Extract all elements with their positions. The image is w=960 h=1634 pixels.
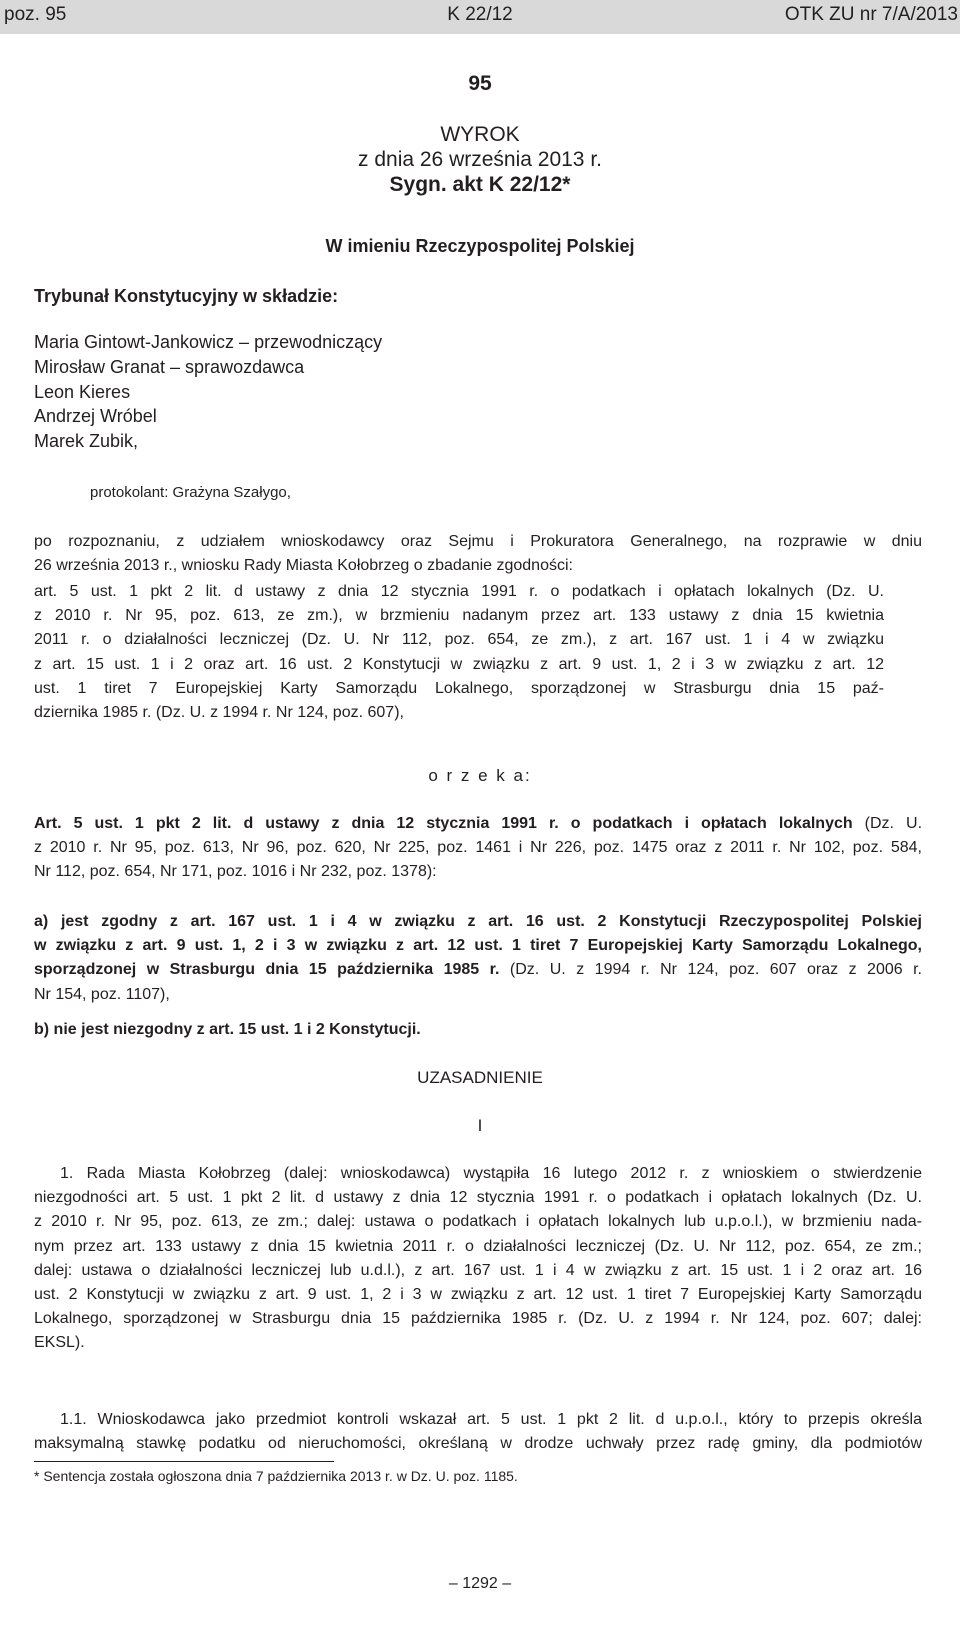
judges-list <box>34 330 382 454</box>
text-line <box>34 836 922 860</box>
bold-run: w związku z art. 9 ust. 1, 2 i 3 w związku z art. 12 ust. 1 tiret 7 Europejskiej Karty Samorządu Lokalnego, <box>34 937 922 955</box>
text-line <box>34 958 922 982</box>
normal-run: z 2010 r. Nr 95, poz. 613, Nr 96, poz. 620, Nr 225, poz. 1461 i Nr 226, poz. 1475 oraz z 2011 r. Nr 102, poz. 584, <box>34 839 922 857</box>
ruling-paragraph <box>34 812 922 885</box>
bold-run: a) jest zgodny z art. 167 ust. 1 i 4 w związku z art. 16 ust. 2 Konstytucji Rzeczypospolitej Polskiej <box>34 913 922 930</box>
ruling-point-a <box>34 910 922 1007</box>
text-line <box>34 860 922 884</box>
normal-run: (Dz. U. <box>852 815 923 832</box>
text-line: 26 września 2013 r., wniosku Rady Miasta Kołobrzeg o zbadanie zgodności: <box>34 557 573 575</box>
text-line: z art. 15 ust. 1 i 2 oraz art. 16 ust. 2 Konstytucji w związku z art. 9 ust. 1, 2 i 3 w związku z art. 12 <box>34 655 884 673</box>
text-line: 2011 r. o działalności leczniczej (Dz. U. Nr 112, poz. 654, ze zm.), z art. 167 ust. 1 i 4 w związku <box>34 631 884 649</box>
text-line <box>34 983 922 1007</box>
text-line: dziernika 1985 r. (Dz. U. z 1994 r. Nr 124, poz. 607), <box>34 704 404 722</box>
text-line <box>34 812 922 836</box>
running-header <box>0 0 960 34</box>
text-line: nym przez art. 133 ustawy z dnia 15 kwietnia 2011 r. o działalności leczniczej (Dz. U. Nr 112, poz. 654, ze zm.; <box>34 1237 922 1255</box>
judge-item: Maria Gintowt-Jankowicz – przewodniczący <box>34 332 383 352</box>
text-line: niezgodności art. 5 ust. 1 pkt 2 lit. d ustawy z dnia 12 stycznia 1991 r. o podatkach i opłatach lokalnych (Dz. U. <box>34 1189 922 1207</box>
text-line: dalej: ustawa o działalności leczniczej lub u.d.l.), z art. 167 ust. 1 i 4 w związku z art. 15 ust. 1 i 2 oraz art. 16 <box>34 1261 922 1279</box>
verdict-title: WYROK <box>440 123 520 146</box>
judge-item: Leon Kieres <box>34 381 131 402</box>
judge-item: Andrzej Wróbel <box>34 406 157 427</box>
section-number: I <box>477 1116 483 1135</box>
judge-item: Marek Zubik, <box>34 431 139 452</box>
judge-item: Mirosław Granat – sprawozdawca <box>34 356 305 377</box>
text-line: Lokalnego, sporządzonej w Strasburgu dnia 15 października 1985 r. (Dz. U. z 1994 r. Nr 124, poz. 607; dalej: <box>34 1310 922 1328</box>
verdict-block <box>0 122 960 197</box>
text-line: z 2010 r. Nr 95, poz. 613, ze zm.; dalej: ustawa o podatkach i opłatach lokalnych lub u.p.o.l.), w brzmieniu nada- <box>34 1213 922 1231</box>
text-line: po rozpoznaniu, z udziałem wnioskodawcy oraz Sejmu i Prokuratora Generalnego, na rozprawie w dniu <box>34 533 922 550</box>
normal-run: (Dz. U. z 1994 r. Nr 124, poz. 607 oraz z 2006 r. <box>499 961 923 979</box>
in-the-name-line: W imieniu Rzeczypospolitej Polskiej <box>325 236 635 256</box>
body-paragraph-2 <box>34 1408 922 1456</box>
text-line: art. 5 ust. 1 pkt 2 lit. d ustawy z dnia 12 stycznia 1991 r. o podatkach i opłatach lokalnych (Dz. U. <box>34 583 884 600</box>
bold-run: Art. 5 ust. 1 pkt 2 lit. d ustawy z dnia 12 stycznia 1991 r. o podatkach i opłatach lokalnych <box>34 815 853 832</box>
intro-paragraph <box>34 530 922 578</box>
normal-run: Nr 154, poz. 1107), <box>34 985 170 1003</box>
normal-run: Nr 112, poz. 654, Nr 171, poz. 1016 i Nr 232, poz. 1378): <box>34 863 437 881</box>
text-line: ust. 1 tiret 7 Europejskiej Karty Samorządu Lokalnego, sporządzonej w Strasburgu dnia 15 paź- <box>34 679 884 697</box>
text-line: EKSL). <box>34 1334 85 1352</box>
protokolant: protokolant: Grażyna Szałygo, <box>90 484 291 501</box>
text-line: ust. 2 Konstytucji w związku z art. 9 ust. 1, 2 i 3 w związku z art. 12 ust. 1 tiret 7 Europejskiej Karty Samorządu <box>34 1286 922 1304</box>
tribunal-heading: Trybunał Konstytucyjny w składzie: <box>34 286 339 306</box>
verdict-signature: Sygn. akt K 22/12* <box>389 173 571 196</box>
orzeka-heading: o r z e k a: <box>428 766 532 785</box>
text-line: z 2010 r. Nr 95, poz. 613, ze zm.), w brzmieniu nadanym przez art. 133 ustawy z dnia 15 kwietnia <box>34 607 884 625</box>
footnote: * Sentencja została ogłoszona dnia 7 października 2013 r. w Dz. U. poz. 1185. <box>34 1468 518 1484</box>
text-line <box>34 934 922 958</box>
uzasadnienie-heading: UZASADNIENIE <box>417 1068 543 1087</box>
text-line: 1. Rada Miasta Kołobrzeg (dalej: wnioskodawca) wystąpiła 16 lutego 2012 r. z wnioskiem o stwierdzenie <box>60 1165 922 1182</box>
subject-paragraph <box>34 580 884 725</box>
header-position: poz. 95 <box>4 4 67 25</box>
body-paragraph-1 <box>34 1162 922 1356</box>
text-line <box>34 910 922 934</box>
bold-run: sporządzonej w Strasburgu dnia 15 października 1985 r. <box>34 961 500 979</box>
page-number: – 1292 – <box>448 1575 512 1592</box>
case-number: 95 <box>468 72 492 95</box>
header-case: K 22/12 <box>447 4 513 25</box>
header-journal: OTK ZU nr 7/A/2013 <box>784 4 958 25</box>
text-line: 1.1. Wnioskodawca jako przedmiot kontroli wskazał art. 5 ust. 1 pkt 2 lit. d u.p.o.l., który to przepis określa <box>60 1411 922 1428</box>
verdict-date: z dnia 26 września 2013 r. <box>358 148 602 171</box>
text-line: maksymalną stawkę podatku od nieruchomości, określaną w drodze uchwały przez radę gminy, dla podmiotów <box>34 1435 922 1453</box>
ruling-point-b: b) nie jest niezgodny z art. 15 ust. 1 i 2 Konstytucji. <box>34 1021 421 1038</box>
footnote-divider <box>34 1461 334 1462</box>
